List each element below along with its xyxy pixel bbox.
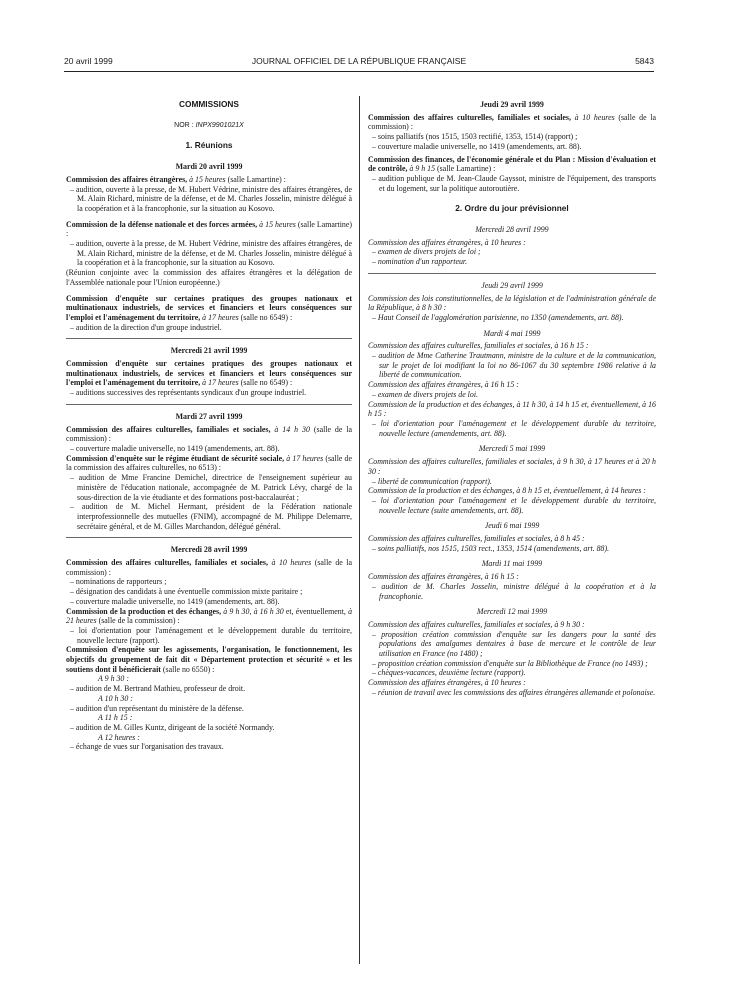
commission-heading: Commission des affaires étrangères, à 10 heures : <box>368 678 526 688</box>
journal-title: JOURNAL OFFICIEL DE LA RÉPUBLIQUE FRANÇAISE <box>251 56 467 66</box>
section-title-commissions: COMMISSIONS <box>179 99 239 109</box>
commission-heading: Commission des affaires culturelles, familiales et sociales, à 9 h 30, à 17 heures et à 20 h 30 : <box>368 457 656 476</box>
separator <box>66 338 352 339</box>
date-heading: Mardi 20 avril 1999 <box>175 162 243 172</box>
date-heading: Mardi 11 mai 1999 <box>481 559 543 569</box>
commission-heading: Commission d'enquête sur certaines pratiques des groupes nationaux et multinationaux industriels, de services et financiers et leurs conséquences sur l'emploi et l'aménagement du territoire, à 17 heures (salle no 6549) : <box>66 293 352 322</box>
page-number: 5843 <box>635 56 654 66</box>
agenda-item: – Haut Conseil de l'agglomération parisienne, no 1350 (amendements, art. 88). <box>372 312 624 322</box>
commission-heading: Commission de la production et des échanges, à 8 h 15 et, éventuellement, à 14 heures : <box>368 486 646 496</box>
agenda-item: – audition d'un représentant du ministère de la défense. <box>70 703 244 713</box>
date-heading: Mercredi 28 avril 1999 <box>170 545 248 555</box>
time-slot: A 11 h 15 : <box>98 713 133 723</box>
commission-heading: Commission des affaires étrangères, à 16 h 15 : <box>368 380 519 390</box>
time-slot: A 10 h 30 : <box>98 693 133 703</box>
time-slot: A 12 heures : <box>98 732 140 742</box>
nor-reference: NOR : INPX9901021X <box>174 121 244 129</box>
agenda-item: – audition de la direction d'un groupe industriel. <box>70 322 222 332</box>
commission-heading: Commission d'enquête sur les agissements, l'organisation, le fonctionnement, les objectifs du groupement de fait dit « Département protection et sécurité » et les soutiens dont il bénéficierait (salle no 6550) : <box>66 645 352 674</box>
right-column <box>368 100 656 698</box>
section-reunions: 1. Réunions <box>185 140 233 151</box>
commission-heading: Commission des lois constitutionnelles, de la législation et de l'administration générale de la République, à 8 h 30 : <box>368 293 656 313</box>
agenda-item: – chèques-vacances, deuxième lecture (rapport). <box>372 668 526 678</box>
agenda-item: – audition de M. Bertrand Mathieu, professeur de droit. <box>70 684 246 694</box>
commission-heading: Commission de la défense nationale et des forces armées, à 15 heures (salle Lamartine) : <box>66 219 352 239</box>
agenda-item: – couverture maladie universelle, no 1419 (amendements, art. 88). <box>70 596 280 606</box>
agenda-item: – auditions successives des représentants syndicaux d'un groupe industriel. <box>70 388 307 398</box>
commission-heading: Commission des affaires étrangères, à 16 h 15 : <box>368 572 519 582</box>
agenda-item: – audition de Mme Francine Demichel, directrice de l'enseignement supérieur au ministère de l'éducation nationale, accompagnée de M. Patrick Lévy, chargé de la sous-direction de la vie étudiante et des formations post-baccalauréat ; <box>70 473 352 502</box>
agenda-item: – désignation des candidats à une éventuelle commission mixte paritaire ; <box>70 587 303 597</box>
commission-heading: Commission des affaires étrangères, à 10 heures : <box>368 237 526 247</box>
commission-heading: Commission des affaires culturelles, familiales et sociales, à 16 h 15 : <box>368 341 589 351</box>
date-heading: Jeudi 29 avril 1999 <box>480 100 544 109</box>
meeting-note: (Réunion conjointe avec la commission des affaires étrangères et la délégation de l'Assemblée nationale pour l'Union européenne.) <box>66 268 352 287</box>
date-heading: Mercredi 28 avril 1999 <box>475 225 549 235</box>
date-heading: Mercredi 12 mai 1999 <box>476 607 548 617</box>
section-ordre-du-jour: 2. Ordre du jour prévisionnel <box>455 203 569 214</box>
date-heading: Mercredi 5 mai 1999 <box>478 444 546 454</box>
column-divider <box>359 96 360 964</box>
agenda-item: – nomination d'un rapporteur. <box>372 257 468 267</box>
separator <box>66 404 352 405</box>
agenda-item: – audition de M. Gilles Kuntz, dirigeant de la société Normandy. <box>70 722 275 732</box>
commission-heading: Commission d'enquête sur le régime étudiant de sécurité sociale, à 17 heures (salle de la commission des affaires culturelles, no 6513) : <box>66 453 353 473</box>
agenda-item: – soins palliatifs, nos 1515, 1503 rect., 1353, 1514 (amendements, art. 88). <box>372 543 610 553</box>
agenda-item: – audition, ouverte à la presse, de M. Hubert Védrine, ministre des affaires étrangères, de M. Alain Richard, ministre de la défense, et de M. Charles Josselin, ministre délégué à la coopération et à la francophonie, sur la situation au Kosovo. <box>70 239 352 268</box>
agenda-item: – loi d'orientation pour l'aménagement et le développement durable du territoire, nouvelle lecture (suite amendements, art. 88). <box>372 495 656 515</box>
agenda-item: – couverture maladie universelle, no 1419 (amendements, art. 88). <box>70 443 280 453</box>
agenda-item: – proposition création commission d'enquête sur les dangers pour la santé des populations des amalgames dentaires à base de mercure et le contrôle de leur utilisation en France (no 1480) ; <box>372 629 656 659</box>
time-slot: A 9 h 30 : <box>98 674 129 684</box>
date-heading: Mardi 27 avril 1999 <box>175 411 243 421</box>
agenda-item: – loi d'orientation pour l'aménagement et le développement durable du territoire, nouvelle lecture (rapport). <box>70 625 352 645</box>
agenda-item: – audition de M. Michel Hermant, président de la Fédération nationale interprofessionnelle des mutuelles (FNIM), accompagné de M. Philippe Delemarre, secrétaire général, et de M. Gilles Marchandon, délégué général. <box>70 502 352 531</box>
page-header <box>64 56 654 70</box>
commission-heading: Commission des affaires culturelles, familiales et sociales, à 8 h 45 : <box>368 534 585 544</box>
agenda-item: – audition, ouverte à la presse, de M. Hubert Védrine, ministre des affaires étrangères, de M. Alain Richard, ministre de la défense, et de M. Charles Josselin, ministre délégué à la coopération et à la francophonie, sur la situation au Kosovo. <box>70 184 352 213</box>
commission-heading: Commission des affaires culturelles, familiales et sociales, à 10 heures (salle de la commission) : <box>66 558 352 577</box>
commission-heading: Commission des affaires culturelles, familiales et sociales, à 14 h 30 (salle de la commission) : <box>66 424 353 444</box>
agenda-item: – proposition création commission d'enquête sur la Bibliothèque de France (no 1493) ; <box>372 658 648 668</box>
header-rule <box>64 71 654 72</box>
date-heading: Mercredi 21 avril 1999 <box>170 346 248 356</box>
commission-heading: Commission de la production et des échanges, à 11 h 30, à 14 h 15 et, éventuellement, à 16 h 15 : <box>368 399 656 419</box>
separator <box>66 537 352 538</box>
commission-heading: Commission des finances, de l'économie générale et du Plan : Mission d'évaluation et de contrôle, à 9 h 15 (salle Lamartine) : <box>368 154 656 174</box>
date-heading: Jeudi 6 mai 1999 <box>484 521 540 531</box>
commission-heading: Commission des affaires culturelles, familiales et sociales, à 10 heures (salle de la commission) : <box>368 112 656 132</box>
agenda-item: – réunion de travail avec les commissions des affaires étrangères allemande et polonaise. <box>372 687 656 697</box>
agenda-item: – liberté de communication (rapport). <box>372 476 492 486</box>
agenda-item: – couverture maladie universelle, no 1419 (amendements, art. 88). <box>372 141 582 151</box>
agenda-item: – loi d'orientation pour l'aménagement et le développement durable du territoire, nouvelle lecture (amendements, art. 88). <box>372 418 656 438</box>
agenda-item: – audition de M. Charles Josselin, ministre délégué à la coopération et à la francophonie. <box>372 581 656 601</box>
commission-heading: Commission d'enquête sur certaines pratiques des groupes nationaux et multinationaux industriels, de services et financiers et leurs conséquences sur l'emploi et l'aménagement du territoire, à 17 heures (salle no 6549) : <box>66 359 352 388</box>
agenda-item: – examen de divers projets de loi. <box>372 389 478 399</box>
agenda-item: – nominations de rapporteurs ; <box>70 577 167 587</box>
commission-heading: Commission des affaires étrangères, à 15 heures (salle Lamartine) : <box>66 174 286 184</box>
agenda-item: – soins palliatifs (nos 1515, 1503 rectifié, 1353, 1514) (rapport) ; <box>372 132 578 142</box>
agenda-item: – audition de Mme Catherine Trautmann, ministre de la culture et de la communication, sur le projet de loi modifiant la loi no 86-1067 du 30 septembre 1986 relative à la liberté de communication. <box>372 351 656 380</box>
commission-heading: Commission de la production et des échanges, à 9 h 30, à 16 h 30 et, éventuellement, à 21 heures (salle de la commission) : <box>66 606 353 626</box>
agenda-item: – examen de divers projets de loi ; <box>372 247 481 257</box>
agenda-item: – échange de vues sur l'organisation des travaux. <box>70 742 224 752</box>
agenda-item: – audition publique de M. Jean-Claude Gayssot, ministre de l'équipement, des transports et du logement, sur la politique autoroutière. <box>372 173 656 193</box>
separator <box>368 273 656 274</box>
date-heading: Mardi 4 mai 1999 <box>483 328 541 338</box>
header-date: 20 avril 1999 <box>64 56 113 66</box>
left-column <box>66 100 352 752</box>
commission-heading: Commission des affaires culturelles, familiales et sociales, à 9 h 30 : <box>368 619 585 629</box>
date-heading: Jeudi 29 avril 1999 <box>481 280 543 290</box>
